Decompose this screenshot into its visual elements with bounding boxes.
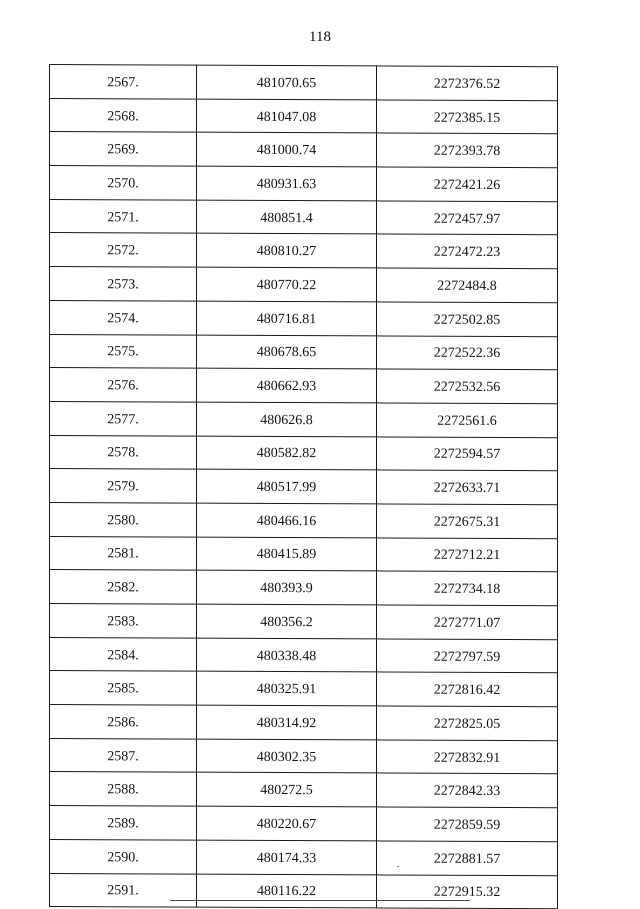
- point-number-cell: 2591.: [50, 873, 197, 907]
- point-number-cell: 2585.: [50, 671, 197, 705]
- y-coordinate-cell: 2272532.56: [377, 369, 558, 403]
- point-number-cell: 2574.: [50, 300, 197, 334]
- x-coordinate-cell: 480338.48: [197, 638, 377, 672]
- x-coordinate-cell: 480582.82: [197, 436, 377, 470]
- table-row: [50, 98, 558, 134]
- x-coordinate-cell: 480116.22: [197, 874, 377, 908]
- x-coordinate-cell: 480662.93: [197, 368, 377, 402]
- x-coordinate-cell: 480220.67: [197, 806, 377, 840]
- x-coordinate-cell: 480466.16: [197, 503, 377, 537]
- point-number-cell: 2572.: [50, 233, 197, 267]
- x-coordinate-cell: 480356.2: [197, 604, 377, 638]
- table-row: [50, 132, 558, 168]
- y-coordinate-cell: 2272712.21: [377, 538, 558, 572]
- x-coordinate-cell: 480770.22: [197, 267, 377, 301]
- point-number-cell: 2578.: [50, 435, 197, 469]
- table-row: [50, 199, 558, 235]
- point-number-cell: 2588.: [50, 772, 197, 806]
- x-coordinate-cell: 480810.27: [197, 234, 377, 268]
- table-row: [50, 806, 558, 842]
- y-coordinate-cell: 2272502.85: [377, 302, 558, 336]
- y-coordinate-cell: 2272594.57: [377, 436, 558, 470]
- table-row: [50, 435, 558, 471]
- x-coordinate-cell: 480415.89: [197, 537, 377, 571]
- y-coordinate-cell: 2272842.33: [377, 773, 558, 807]
- table-row: [50, 166, 558, 202]
- table-row: [50, 233, 558, 269]
- x-coordinate-cell: 480325.91: [197, 672, 377, 706]
- y-coordinate-cell: 2272472.23: [377, 234, 558, 268]
- table-row: [50, 65, 558, 101]
- x-coordinate-cell: 480314.92: [197, 705, 377, 739]
- x-coordinate-cell: 480716.81: [197, 301, 377, 335]
- point-number-cell: 2586.: [50, 705, 197, 739]
- coordinate-table-body: [50, 65, 558, 909]
- x-coordinate-cell: 480302.35: [197, 739, 377, 773]
- table-row: [50, 334, 558, 370]
- x-coordinate-cell: 481047.08: [197, 99, 377, 133]
- table-row: [50, 469, 558, 505]
- y-coordinate-cell: 2272393.78: [377, 133, 558, 167]
- point-number-cell: 2567.: [50, 65, 197, 99]
- table-row: [50, 671, 558, 707]
- table-row: [50, 604, 558, 640]
- table-row: [50, 267, 558, 303]
- y-coordinate-cell: 2272859.59: [377, 807, 558, 841]
- point-number-cell: 2589.: [50, 806, 197, 840]
- y-coordinate-cell: 2272797.59: [377, 639, 558, 673]
- y-coordinate-cell: 2272457.97: [377, 201, 558, 235]
- page-number: 118: [309, 29, 331, 45]
- y-coordinate-cell: 2272771.07: [377, 605, 558, 639]
- point-number-cell: 2590.: [50, 839, 197, 873]
- table-row: [50, 772, 558, 808]
- table-row: [50, 705, 558, 741]
- y-coordinate-cell: 2272881.57: [377, 841, 558, 875]
- y-coordinate-cell: 2272633.71: [377, 470, 558, 504]
- scan-speck: [397, 866, 399, 867]
- point-number-cell: 2584.: [50, 637, 197, 671]
- x-coordinate-cell: 480626.8: [197, 402, 377, 436]
- table-row: [50, 536, 558, 572]
- y-coordinate-cell: 2272376.52: [377, 66, 558, 100]
- table-row: [50, 839, 558, 875]
- point-number-cell: 2582.: [50, 570, 197, 604]
- x-coordinate-cell: 481070.65: [197, 65, 377, 99]
- y-coordinate-cell: 2272734.18: [377, 571, 558, 605]
- y-coordinate-cell: 2272385.15: [377, 100, 558, 134]
- y-coordinate-cell: 2272522.36: [377, 335, 558, 369]
- x-coordinate-cell: 480272.5: [197, 773, 377, 807]
- point-number-cell: 2568.: [50, 98, 197, 132]
- table-row: [50, 738, 558, 774]
- x-coordinate-cell: 480931.63: [197, 166, 377, 200]
- point-number-cell: 2577.: [50, 401, 197, 435]
- point-number-cell: 2569.: [50, 132, 197, 166]
- point-number-cell: 2571.: [50, 199, 197, 233]
- table-row: [50, 570, 558, 606]
- table-row: [50, 873, 558, 909]
- x-coordinate-cell: 480678.65: [197, 335, 377, 369]
- x-coordinate-cell: 480851.4: [197, 200, 377, 234]
- point-number-cell: 2579.: [50, 469, 197, 503]
- y-coordinate-cell: 2272816.42: [377, 672, 558, 706]
- x-coordinate-cell: 480174.33: [197, 840, 377, 874]
- y-coordinate-cell: 2272675.31: [377, 504, 558, 538]
- y-coordinate-cell: 2272421.26: [377, 167, 558, 201]
- table-row: [50, 401, 558, 437]
- point-number-cell: 2575.: [50, 334, 197, 368]
- point-number-cell: 2570.: [50, 166, 197, 200]
- page-bottom-edge-line: [170, 900, 470, 901]
- x-coordinate-cell: 481000.74: [197, 133, 377, 167]
- x-coordinate-cell: 480517.99: [197, 469, 377, 503]
- point-number-cell: 2583.: [50, 604, 197, 638]
- y-coordinate-cell: 2272915.32: [377, 874, 558, 908]
- point-number-cell: 2587.: [50, 738, 197, 772]
- table-row: [50, 637, 558, 673]
- table-row: [50, 300, 558, 336]
- point-number-cell: 2581.: [50, 536, 197, 570]
- point-number-cell: 2573.: [50, 267, 197, 301]
- table-row: [50, 368, 558, 404]
- y-coordinate-cell: 2272484.8: [377, 268, 558, 302]
- coordinate-table: [49, 64, 558, 909]
- x-coordinate-cell: 480393.9: [197, 570, 377, 604]
- y-coordinate-cell: 2272561.6: [377, 403, 558, 437]
- y-coordinate-cell: 2272825.05: [377, 706, 558, 740]
- point-number-cell: 2576.: [50, 368, 197, 402]
- point-number-cell: 2580.: [50, 502, 197, 536]
- table-row: [50, 502, 558, 538]
- y-coordinate-cell: 2272832.91: [377, 740, 558, 774]
